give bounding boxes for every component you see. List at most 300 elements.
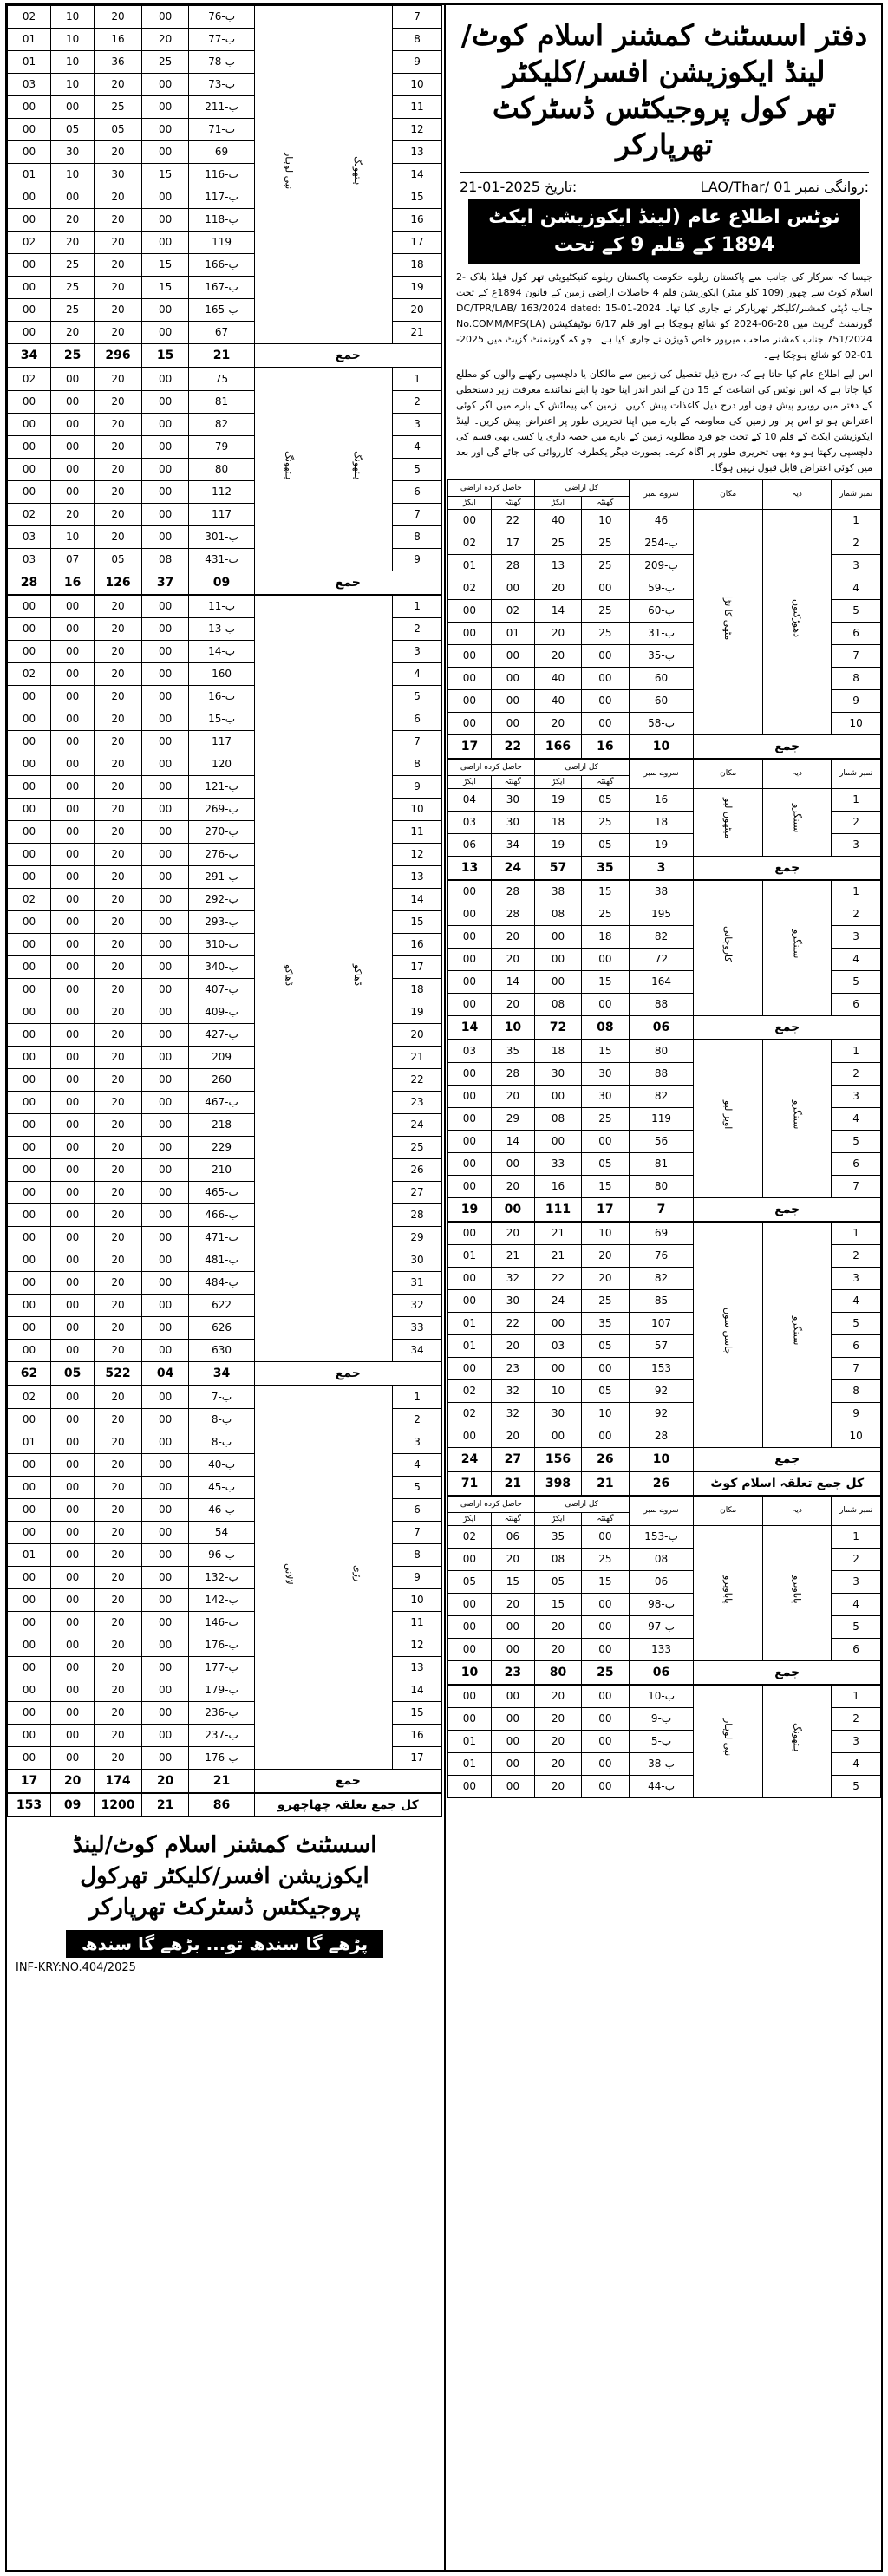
survey-number: 80 xyxy=(189,459,254,481)
survey-number: ب-176 xyxy=(189,1747,254,1770)
survey-number: ب-427 xyxy=(189,1024,254,1047)
total-ghunta: 00 xyxy=(141,731,189,753)
total-label: جمع xyxy=(694,1016,881,1040)
acquired-acre: 02 xyxy=(8,1386,51,1409)
date-block xyxy=(460,179,577,195)
serial-number: 8 xyxy=(393,1544,442,1567)
acquired-acre: 00 xyxy=(8,979,51,1001)
total-ghunta: 10 xyxy=(582,1403,629,1425)
total-ghunta: 00 xyxy=(141,1114,189,1137)
right-table-5-sub-ghunta-3: گھنٹہ xyxy=(582,1513,629,1526)
serial-number: 4 xyxy=(832,577,881,600)
survey-number: 75 xyxy=(189,368,254,391)
right-table-5-header-row xyxy=(448,1497,881,1513)
total-ghunta: 00 xyxy=(141,1386,189,1409)
acquired-acre: 00 xyxy=(8,254,51,277)
total-acre: 20 xyxy=(95,1249,142,1272)
total-acre: 20 xyxy=(534,1708,581,1731)
column-divider xyxy=(444,5,446,2570)
acquired-ghunta: 20 xyxy=(491,1086,534,1108)
serial-number: 15 xyxy=(393,1702,442,1725)
serial-number: 4 xyxy=(832,1753,881,1776)
survey-number: 229 xyxy=(189,1137,254,1159)
table-row xyxy=(8,6,442,29)
total-ghunta: 25 xyxy=(582,1549,629,1571)
acquired-acre: 00 xyxy=(8,844,51,866)
survey-number: 82 xyxy=(629,926,694,949)
serial-number: 6 xyxy=(832,1639,881,1661)
survey-number: 133 xyxy=(629,1639,694,1661)
right-table-5-sub-acre-2: ایکڑ xyxy=(534,1513,581,1526)
survey-number: ب-132 xyxy=(189,1567,254,1589)
total-acre: 20 xyxy=(95,1114,142,1137)
survey-number: ب-167 xyxy=(189,277,254,299)
right-table-1-col-makan: مکان xyxy=(694,760,762,789)
deh-name xyxy=(762,1526,831,1661)
survey-number: ب-46 xyxy=(189,1499,254,1522)
survey-number: ب-407 xyxy=(189,979,254,1001)
total-value: 05 xyxy=(51,1362,95,1386)
serial-number: 11 xyxy=(393,1612,442,1634)
signature-footer xyxy=(7,1829,442,1974)
total-ghunta: 25 xyxy=(582,1290,629,1313)
acquired-ghunta: 10 xyxy=(51,164,95,186)
total-ghunta: 15 xyxy=(582,1040,629,1063)
total-acre: 20 xyxy=(95,1182,142,1204)
total-acre: 20 xyxy=(95,481,142,504)
total-row xyxy=(448,1661,881,1685)
makan-name xyxy=(694,881,762,1016)
total-value: 72 xyxy=(534,1016,581,1040)
total-acre: 20 xyxy=(534,1776,581,1798)
islamkot-total-value: 398 xyxy=(534,1472,581,1496)
acquired-acre: 00 xyxy=(448,690,492,713)
survey-number: 117 xyxy=(189,731,254,753)
serial-number: 6 xyxy=(832,623,881,645)
total-acre: 20 xyxy=(95,1409,142,1431)
right-table-1-sub-acre-2: ایکڑ xyxy=(534,776,581,789)
total-value: 27 xyxy=(491,1448,534,1471)
acquired-acre: 00 xyxy=(448,1108,492,1131)
table-row xyxy=(448,1040,881,1063)
right-table-5-sub-acre-0: ایکڑ xyxy=(448,1513,492,1526)
acquired-acre: 00 xyxy=(8,934,51,956)
serial-number: 5 xyxy=(393,459,442,481)
total-ghunta: 00 xyxy=(141,889,189,911)
total-acre: 08 xyxy=(534,1549,581,1571)
survey-number: ب-466 xyxy=(189,1204,254,1227)
serial-number: 1 xyxy=(393,596,442,618)
serial-number: 13 xyxy=(393,141,442,164)
acquired-acre: 00 xyxy=(8,414,51,436)
serial-number: 33 xyxy=(393,1317,442,1340)
total-ghunta: 00 xyxy=(141,96,189,119)
total-acre: 24 xyxy=(534,1290,581,1313)
acquired-acre: 02 xyxy=(448,1526,492,1549)
serial-number: 10 xyxy=(393,799,442,821)
total-ghunta: 05 xyxy=(582,789,629,812)
right-table-5-col-deh: دیہ xyxy=(762,1497,831,1526)
total-acre: 20 xyxy=(95,1272,142,1295)
total-acre: 20 xyxy=(534,623,581,645)
acquired-ghunta: 10 xyxy=(51,51,95,74)
acquired-ghunta: 20 xyxy=(491,1425,534,1448)
serial-number: 32 xyxy=(393,1295,442,1317)
total-acre: 40 xyxy=(534,690,581,713)
acquired-ghunta: 00 xyxy=(51,934,95,956)
survey-number: ب-291 xyxy=(189,866,254,889)
survey-number: 160 xyxy=(189,663,254,686)
survey-number: ب-211 xyxy=(189,96,254,119)
serial-number: 7 xyxy=(393,504,442,526)
grand-total-value: 86 xyxy=(189,1794,254,1817)
total-row xyxy=(8,344,442,368)
acquired-acre: 01 xyxy=(448,1313,492,1335)
right-table-0-col-acquired: حاصل کرده اراضی xyxy=(448,480,535,497)
survey-number: ب-77 xyxy=(189,29,254,51)
total-ghunta: 00 xyxy=(582,994,629,1016)
right-table-1-sub-ghunta-1: گھنٹہ xyxy=(491,776,534,789)
total-row xyxy=(448,1198,881,1222)
grand-total-row xyxy=(8,1794,442,1817)
islamkot-total-table xyxy=(447,1471,881,1496)
serial-number: 10 xyxy=(832,713,881,735)
total-ghunta: 15 xyxy=(141,254,189,277)
total-acre: 20 xyxy=(95,956,142,979)
total-acre: 00 xyxy=(534,1313,581,1335)
acquired-ghunta: 05 xyxy=(51,119,95,141)
acquired-acre: 00 xyxy=(448,1549,492,1571)
survey-number: 117 xyxy=(189,504,254,526)
total-ghunta: 00 xyxy=(582,713,629,735)
serial-number: 3 xyxy=(393,414,442,436)
right-table-0-col-survey: سروے نمبر xyxy=(629,480,694,510)
deh-text: ہتھونگ xyxy=(791,1723,803,1752)
total-acre: 20 xyxy=(95,391,142,414)
total-acre: 20 xyxy=(95,1047,142,1069)
right-tables xyxy=(447,479,881,1798)
total-acre: 20 xyxy=(95,934,142,956)
serial-number: 13 xyxy=(393,1657,442,1679)
acquired-acre: 03 xyxy=(8,526,51,549)
survey-number: ب-166 xyxy=(189,254,254,277)
total-value: 10 xyxy=(448,1661,492,1685)
acquired-acre: 00 xyxy=(8,209,51,232)
total-acre: 15 xyxy=(534,1594,581,1616)
acquired-acre: 00 xyxy=(8,1137,51,1159)
serial-number: 2 xyxy=(393,1409,442,1431)
total-ghunta: 05 xyxy=(582,834,629,857)
left-table-3 xyxy=(7,1386,442,1793)
total-ghunta: 00 xyxy=(141,1657,189,1679)
total-ghunta: 00 xyxy=(141,141,189,164)
total-ghunta: 00 xyxy=(141,911,189,934)
serial-number: 1 xyxy=(832,1526,881,1549)
makan-name xyxy=(694,1223,762,1448)
serial-number: 26 xyxy=(393,1159,442,1182)
total-acre: 20 xyxy=(95,686,142,708)
acquired-ghunta: 14 xyxy=(491,1131,534,1153)
survey-number: ب-165 xyxy=(189,299,254,322)
acquired-ghunta: 00 xyxy=(51,1001,95,1024)
notice-page xyxy=(5,3,883,2572)
survey-number: 260 xyxy=(189,1069,254,1092)
serial-number: 22 xyxy=(393,1069,442,1092)
total-value: 25 xyxy=(582,1661,629,1685)
total-ghunta: 00 xyxy=(141,459,189,481)
acquired-acre: 01 xyxy=(8,1544,51,1567)
acquired-acre: 00 xyxy=(8,1092,51,1114)
serial-number: 5 xyxy=(832,1776,881,1798)
acquired-ghunta: 30 xyxy=(491,789,534,812)
total-acre: 13 xyxy=(534,555,581,577)
total-acre: 20 xyxy=(534,1686,581,1708)
acquired-ghunta: 00 xyxy=(51,1612,95,1634)
acquired-ghunta: 30 xyxy=(491,1290,534,1313)
acquired-acre: 00 xyxy=(8,686,51,708)
serial-number: 8 xyxy=(832,1380,881,1403)
total-acre: 20 xyxy=(95,1431,142,1454)
acquired-ghunta: 00 xyxy=(51,1454,95,1477)
total-value: 04 xyxy=(141,1362,189,1386)
serial-number: 24 xyxy=(393,1114,442,1137)
survey-number: ب-16 xyxy=(189,686,254,708)
acquired-acre: 00 xyxy=(8,1249,51,1272)
deh-text: ڈھاکو xyxy=(352,963,364,986)
survey-number: ب-11 xyxy=(189,596,254,618)
total-acre: 20 xyxy=(95,663,142,686)
serial-number: 3 xyxy=(832,1268,881,1290)
total-acre: 20 xyxy=(95,1454,142,1477)
acquired-acre: 02 xyxy=(8,368,51,391)
acquired-ghunta: 30 xyxy=(491,812,534,834)
acquired-ghunta: 25 xyxy=(51,254,95,277)
total-value: 17 xyxy=(8,1770,51,1793)
acquired-acre: 02 xyxy=(448,1403,492,1425)
total-acre: 20 xyxy=(95,1340,142,1362)
acquired-ghunta: 07 xyxy=(51,549,95,571)
survey-number: ب-237 xyxy=(189,1725,254,1747)
total-acre: 20 xyxy=(95,1567,142,1589)
acquired-acre: 00 xyxy=(8,1612,51,1634)
serial-number: 6 xyxy=(393,708,442,731)
total-ghunta: 00 xyxy=(582,1594,629,1616)
total-ghunta: 15 xyxy=(582,881,629,903)
total-label: جمع xyxy=(254,344,441,368)
right-table-5 xyxy=(447,1496,881,1685)
survey-number: 218 xyxy=(189,1114,254,1137)
total-acre: 20 xyxy=(95,1522,142,1544)
total-label: جمع xyxy=(254,571,441,595)
makan-text: نبی لوہار xyxy=(283,152,295,190)
serial-number: 6 xyxy=(832,1335,881,1358)
acquired-acre: 00 xyxy=(8,1069,51,1092)
acquired-acre: 00 xyxy=(448,713,492,735)
total-ghunta: 00 xyxy=(582,1776,629,1798)
acquired-ghunta: 35 xyxy=(491,1040,534,1063)
total-ghunta: 00 xyxy=(141,1317,189,1340)
makan-text: میٹھوں لبو xyxy=(722,798,735,839)
notice-paragraph-2: اس لیے اطلاع عام کیا جاتا ہے کہ درج ذیل تفصیل کی زمین سے مالکان یا دلچسپی رکھنے والوں کو مطلع کیا جاتا ہے کہ اس نوٹس کی اشاعت کے 15 دن کے اندر اندر اپنا خود یا اپنے نمائندے معرفت زیر دستخطی کے دفتر میں روبرو پیش ہوں اور درج ذیل کاغذات پیش کریں۔ زمین کی پیمائش کے بارے میں اگر کوئی اعتراض ہو تو اس پر اور زمین کی معاوضہ کے بارے میں اپنا تحریری طور پر اعتراض پیش کریں۔ لینڈ ایکوزیشن ایکٹ کے قلم 10 کے تحت جو فرد مطلوبہ زمین کے بارے میں حصہ داری یا کسی بھی قسم کی دلچسپی رکھتا ہو وہ بھی تحریری طور پر آگاہ کرے۔ بصورت دیگر یکطرفہ کارروائی کی جائے گی اور بعد میں کوئی اعتراض قابل قبول نہیں ہوگا۔ xyxy=(456,368,872,473)
makan-name xyxy=(694,1686,762,1798)
acquired-ghunta: 29 xyxy=(491,1108,534,1131)
acquired-ghunta: 00 xyxy=(491,1639,534,1661)
acquired-acre: 00 xyxy=(8,1317,51,1340)
acquired-ghunta: 00 xyxy=(51,1182,95,1204)
deh-text: سینگرو xyxy=(791,804,803,833)
acquired-ghunta: 00 xyxy=(51,1589,95,1612)
islamkot-total-value: 21 xyxy=(491,1472,534,1496)
right-table-1-header-row xyxy=(448,760,881,776)
ref-block xyxy=(700,179,869,195)
total-ghunta: 00 xyxy=(141,821,189,844)
acquired-acre: 00 xyxy=(8,1001,51,1024)
acquired-acre: 02 xyxy=(8,232,51,254)
serial-number: 3 xyxy=(393,641,442,663)
total-acre: 20 xyxy=(95,708,142,731)
total-acre: 08 xyxy=(534,994,581,1016)
acquired-ghunta: 00 xyxy=(491,645,534,668)
serial-number: 1 xyxy=(832,1040,881,1063)
survey-number: 80 xyxy=(629,1176,694,1198)
total-acre: 20 xyxy=(95,254,142,277)
survey-number: 06 xyxy=(629,1571,694,1594)
acquired-acre: 01 xyxy=(8,1431,51,1454)
survey-number: 80 xyxy=(629,1040,694,1063)
serial-number: 5 xyxy=(832,1616,881,1639)
serial-number: 19 xyxy=(393,1001,442,1024)
date-label: تاریخ: xyxy=(545,179,578,195)
acquired-acre: 00 xyxy=(8,753,51,776)
total-ghunta: 30 xyxy=(582,1063,629,1086)
survey-number: ب-78 xyxy=(189,51,254,74)
total-ghunta: 35 xyxy=(582,1313,629,1335)
total-acre: 18 xyxy=(534,1040,581,1063)
table-row xyxy=(448,1686,881,1708)
acquired-ghunta: 10 xyxy=(51,6,95,29)
total-value: 37 xyxy=(141,571,189,595)
signature-line-3: پروجیکٹس ڈسٹرکٹ تھرپارکر xyxy=(88,1895,361,1921)
total-acre: 20 xyxy=(95,1295,142,1317)
total-value: 28 xyxy=(8,571,51,595)
survey-number: ب-40 xyxy=(189,1454,254,1477)
total-acre: 25 xyxy=(534,532,581,555)
survey-number: 153 xyxy=(629,1358,694,1380)
serial-number: 2 xyxy=(832,1063,881,1086)
total-acre: 35 xyxy=(534,1526,581,1549)
acquired-acre: 00 xyxy=(448,903,492,926)
deh-name xyxy=(762,789,831,857)
total-acre: 20 xyxy=(95,776,142,799)
total-value: 09 xyxy=(189,571,254,595)
acquired-acre: 00 xyxy=(448,1616,492,1639)
survey-number: ب-301 xyxy=(189,526,254,549)
total-ghunta: 00 xyxy=(582,1616,629,1639)
survey-number: 82 xyxy=(629,1268,694,1290)
survey-number: ب-467 xyxy=(189,1092,254,1114)
total-ghunta: 00 xyxy=(141,934,189,956)
acquired-ghunta: 20 xyxy=(491,926,534,949)
office-title-line-3: تھر کول پروجیکٹس ڈسٹرکٹ xyxy=(492,91,837,125)
serial-number: 3 xyxy=(832,1086,881,1108)
serial-number: 5 xyxy=(393,686,442,708)
acquired-ghunta: 00 xyxy=(51,1204,95,1227)
total-acre: 20 xyxy=(95,526,142,549)
acquired-ghunta: 00 xyxy=(491,1686,534,1708)
acquired-acre: 00 xyxy=(8,391,51,414)
serial-number: 3 xyxy=(393,1431,442,1454)
deh-name xyxy=(323,596,393,1362)
total-acre: 20 xyxy=(95,74,142,96)
total-ghunta: 05 xyxy=(582,1335,629,1358)
acquired-acre: 00 xyxy=(448,510,492,532)
serial-number: 9 xyxy=(832,1403,881,1425)
acquired-ghunta: 28 xyxy=(491,1063,534,1086)
deh-text: دھوڑکیوں xyxy=(791,598,803,637)
total-ghunta: 00 xyxy=(141,708,189,731)
survey-number: ب-60 xyxy=(629,600,694,623)
acquired-ghunta: 00 xyxy=(51,889,95,911)
survey-number: 120 xyxy=(189,753,254,776)
total-acre: 20 xyxy=(95,459,142,481)
total-acre: 20 xyxy=(95,866,142,889)
acquired-acre: 00 xyxy=(448,971,492,994)
total-value: 00 xyxy=(491,1198,534,1222)
makan-text: ڈھاکو xyxy=(283,963,295,986)
survey-number: 08 xyxy=(629,1549,694,1571)
makan-name xyxy=(694,1040,762,1198)
total-acre: 20 xyxy=(95,731,142,753)
serial-number: 19 xyxy=(393,277,442,299)
survey-number: 119 xyxy=(629,1108,694,1131)
acquired-acre: 00 xyxy=(8,1409,51,1431)
survey-number: 210 xyxy=(189,1159,254,1182)
acquired-ghunta: 00 xyxy=(51,1295,95,1317)
deh-name xyxy=(323,368,393,571)
acquired-ghunta: 00 xyxy=(51,1657,95,1679)
acquired-acre: 00 xyxy=(8,141,51,164)
survey-number: ب-153 xyxy=(629,1526,694,1549)
acquired-ghunta: 20 xyxy=(491,1594,534,1616)
acquired-ghunta: 10 xyxy=(51,74,95,96)
total-ghunta: 00 xyxy=(141,686,189,708)
inf-number: INF-KRY:NO.404/2025 xyxy=(16,1961,136,1974)
acquired-acre: 00 xyxy=(8,956,51,979)
total-acre: 03 xyxy=(534,1335,581,1358)
survey-number: 76 xyxy=(629,1245,694,1268)
serial-number: 4 xyxy=(393,436,442,459)
survey-number: ب-14 xyxy=(189,641,254,663)
acquired-ghunta: 20 xyxy=(491,1176,534,1198)
acquired-acre: 04 xyxy=(448,789,492,812)
acquired-ghunta: 00 xyxy=(491,1753,534,1776)
acquired-acre: 00 xyxy=(448,645,492,668)
total-value: 21 xyxy=(189,1770,254,1793)
serial-number: 7 xyxy=(393,731,442,753)
acquired-acre: 00 xyxy=(8,708,51,731)
total-row xyxy=(8,1362,442,1386)
total-ghunta: 00 xyxy=(141,1454,189,1477)
acquired-acre: 00 xyxy=(8,1702,51,1725)
acquired-ghunta: 00 xyxy=(51,1725,95,1747)
survey-number: ب-117 xyxy=(189,186,254,209)
total-value: 111 xyxy=(534,1198,581,1222)
serial-number: 15 xyxy=(393,186,442,209)
right-table-0-col-total-area: کل اراضی xyxy=(534,480,629,497)
total-value: 22 xyxy=(491,735,534,759)
total-ghunta: 00 xyxy=(141,1612,189,1634)
total-acre: 20 xyxy=(95,1544,142,1567)
